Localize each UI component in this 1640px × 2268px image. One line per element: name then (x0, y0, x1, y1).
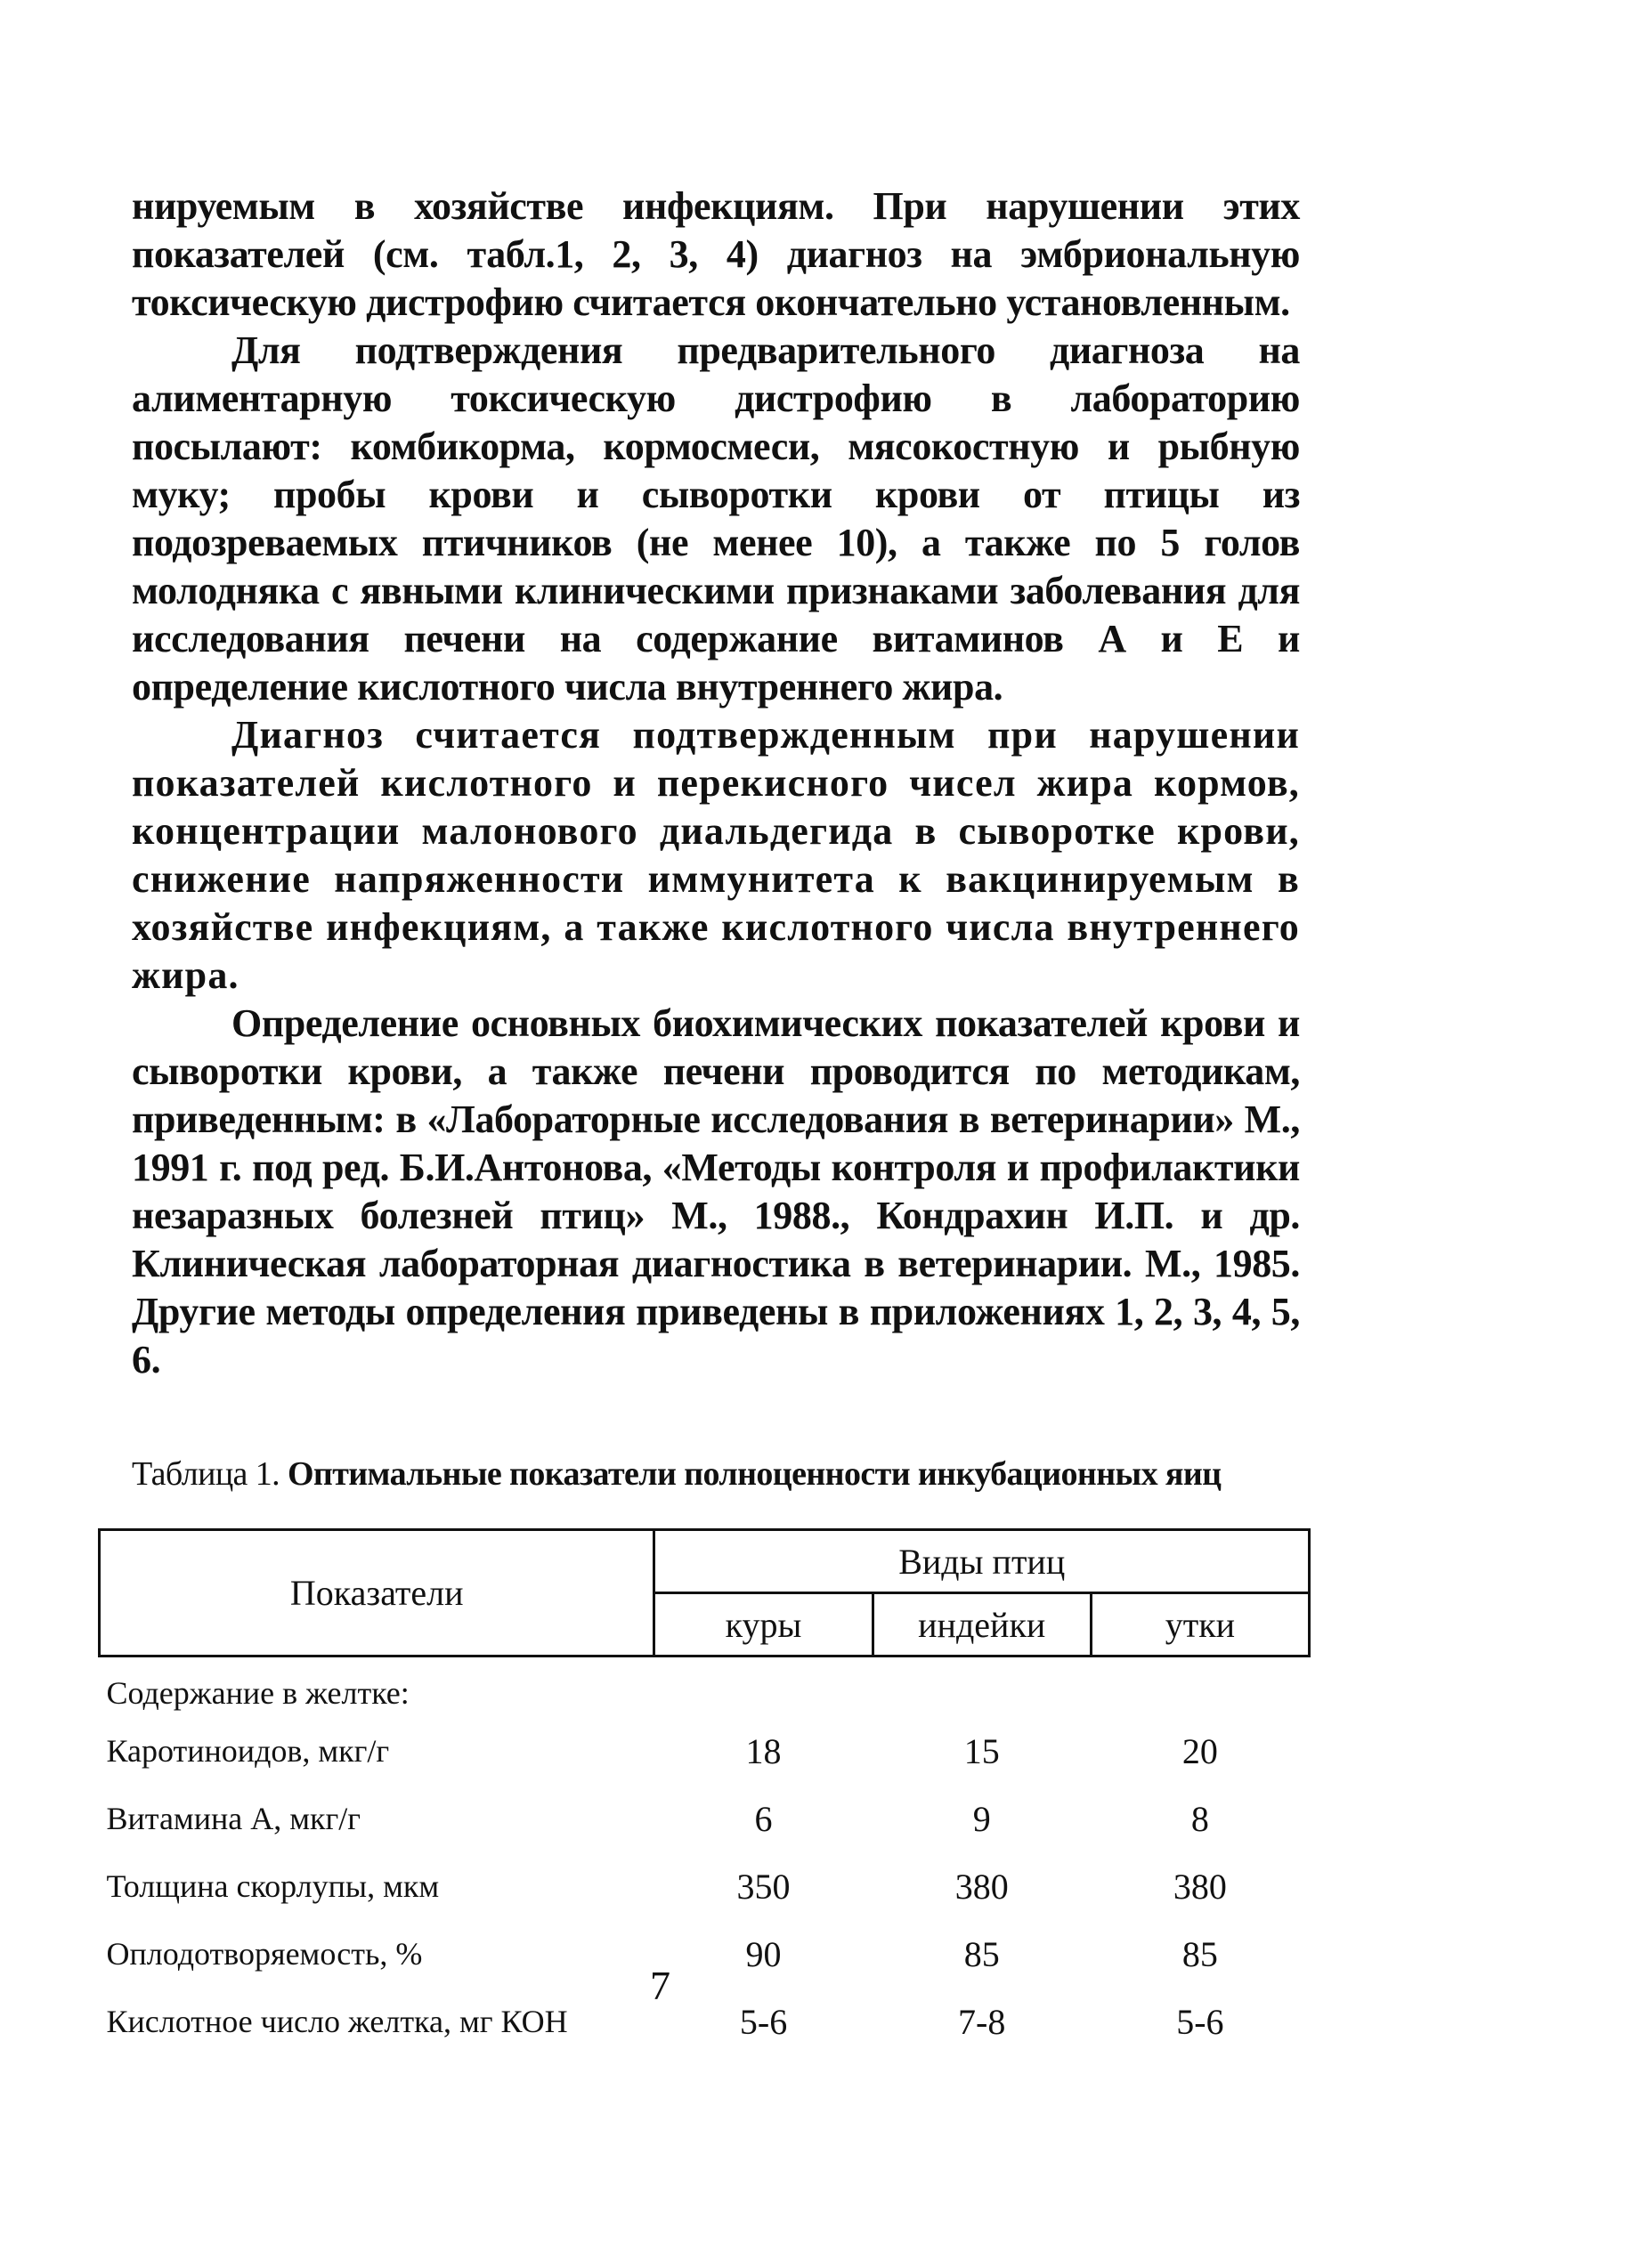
row-name: Каротиноидов, мкг/г (106, 1733, 390, 1769)
page-body (106, 182, 1300, 2055)
row-value: 5-6 (1176, 2001, 1224, 2042)
row-value: 9 (972, 1798, 991, 1839)
row-name: Кислотное число желтка, мг КОН (106, 2004, 568, 2039)
page-number: 7 (650, 1963, 670, 2008)
row-value: 5-6 (739, 2001, 788, 2042)
table-row (100, 1785, 1310, 1852)
table-caption-label: Таблица 1. (132, 1455, 280, 1493)
section-label: Содержание в желтке: (106, 1675, 410, 1711)
table-caption (132, 1454, 1300, 1494)
header-species-turkeys: индейки (873, 1593, 1091, 1656)
table-row (100, 1920, 1310, 1988)
row-value: 15 (963, 1730, 1000, 1771)
row-value: 20 (1181, 1730, 1218, 1771)
row-value: 380 (1173, 1866, 1227, 1907)
header-species: Виды птиц (654, 1530, 1310, 1593)
table-row (100, 1852, 1310, 1920)
row-value: 90 (745, 1933, 782, 1974)
header-species-ducks: утки (1091, 1593, 1309, 1656)
paragraph-diagnosis-confirmed: Диагноз считается подтвержденным при нарушении показателей кислотного и перекисного чисел жира кормов, концентрации малонового диальдегида в сыворотке крови, снижение напряженности иммунитета к вакцинируемым в хозяйстве инфекциям, а также кислотного числа внутреннего жира. (132, 713, 1300, 997)
paragraph-continuation: нируемым в хозяйстве инфекциям. При нарушении этих показателей (см. табл.1, 2, 3, 4) диагноз на эмбриональную токсическую дистрофию считается окончательно установленным. (132, 184, 1300, 324)
row-name: Витамина А, мкг/г (106, 1801, 361, 1836)
row-value: 18 (745, 1730, 782, 1771)
row-value: 350 (736, 1866, 791, 1907)
table-caption-title: Оптимальные показатели полноценности инкубационных яиц (287, 1455, 1222, 1493)
row-name: Оплодотворяемость, % (106, 1936, 423, 1972)
row-value: 7-8 (958, 2001, 1006, 2042)
header-indicators: Показатели (100, 1530, 654, 1656)
table-row (100, 1988, 1310, 2055)
header-species-chickens: куры (654, 1593, 873, 1656)
table-row (100, 1717, 1310, 1785)
row-value: 380 (954, 1866, 1009, 1907)
row-value: 85 (1181, 1933, 1218, 1974)
egg-quality-table (98, 1528, 1311, 2055)
row-value: 8 (1190, 1798, 1209, 1839)
paragraph-methods: Определение основных биохимических показателей крови и сыворотки крови, а также печени проводится по методикам, приведенным: в «Лабораторные исследования в ветеринарии» М., 1991 г. под ред. Б.И.Антонова, «Методы контроля и профилактики незаразных болезней птиц» М., 1988., Кондрахин И.П. и др. Клиническая лабораторная диагностика в ветеринарии. М., 1985. Другие методы определения приведены в приложениях 1, 2, 3, 4, 5, 6. (132, 1001, 1300, 1381)
table-section-row (100, 1656, 1310, 1718)
paragraph-sample-submission: Для подтверждения предварительного диагноза на алиментарную токсическую дистрофию в лабораторию посылают: комбикорма, кормосмеси, мясокостную и рыбную муку; пробы крови и сыворотки крови от птицы из подозреваемых птичников (не менее 10), а также по 5 голов молодняка с явными клиническими признаками заболевания для исследования печени на содержание витаминов А и Е и определение кислотного числа внутреннего жира. (132, 328, 1300, 709)
row-name: Толщина скорлупы, мкм (106, 1868, 440, 1904)
row-value: 6 (754, 1798, 773, 1839)
row-value: 85 (963, 1933, 1000, 1974)
